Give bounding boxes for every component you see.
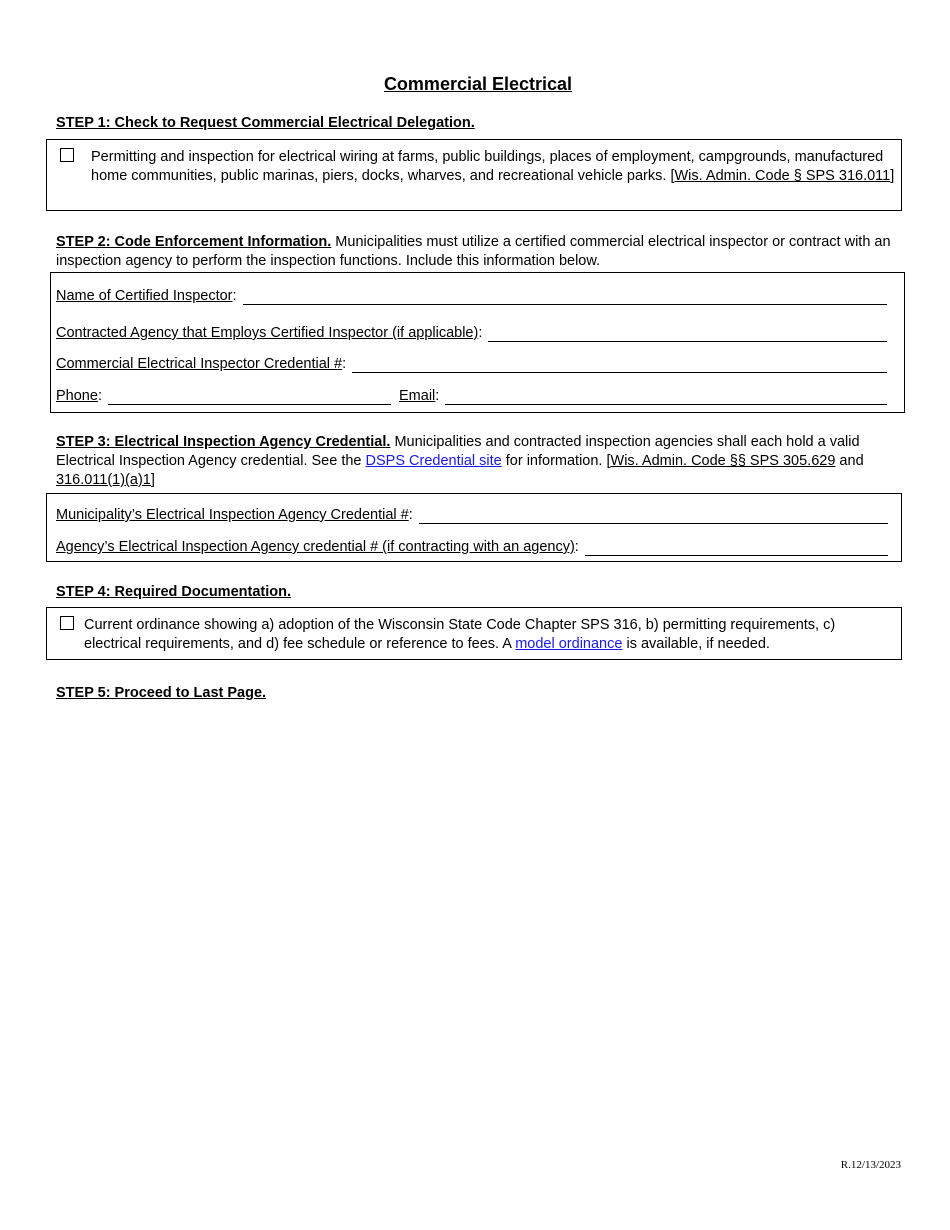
- step4-text: Current ordinance showing a) adoption of the Wisconsin State Code Chapter SPS 316, b) permitting requirements, c) electrical requirements, and d) fee schedule or reference to fees. A model ordinance is available, if needed.: [84, 617, 836, 652]
- contracted-agency-field: Contracted Agency that Employs Certified Inspector (if applicable):: [56, 322, 887, 342]
- email-field: Email:: [399, 385, 887, 405]
- municipality-credential-input[interactable]: [419, 509, 888, 524]
- phone-input[interactable]: [108, 390, 391, 405]
- revision-date: R.12/13/2023: [840, 1159, 901, 1171]
- model-ordinance-link[interactable]: model ordinance: [515, 636, 623, 652]
- step1-heading: STEP 1: Check to Request Commercial Electrical Delegation.: [56, 115, 475, 131]
- agency-credential-field: Agency’s Electrical Inspection Agency credential # (if contracting with an agency):: [56, 536, 888, 556]
- sps-305-link[interactable]: Wis. Admin. Code §§ SPS 305.629: [610, 453, 836, 469]
- inspector-name-input[interactable]: [243, 290, 887, 305]
- step1-code-link[interactable]: Wis. Admin. Code § SPS 316.011: [674, 168, 891, 184]
- municipality-credential-field: Municipality’s Electrical Inspection Agency Credential #:: [56, 504, 888, 524]
- step2-heading: STEP 2: Code Enforcement Information.: [56, 234, 332, 250]
- email-input[interactable]: [445, 390, 887, 405]
- step1-checkbox[interactable]: [60, 148, 74, 162]
- step3-intro: STEP 3: Electrical Inspection Agency Credential. Municipalities and contracted inspection agencies shall each hold a valid Electrical Inspection Agency credential. See the DSPS Credential site for information. [Wis. Admin. Code §§ SPS 305.629 and 316.011(1)(a)1]: [56, 434, 864, 488]
- inspector-name-field: Name of Certified Inspector:: [56, 285, 887, 305]
- dsps-credential-link[interactable]: DSPS Credential site: [365, 453, 502, 469]
- step2-box: [50, 272, 905, 413]
- step4-heading: STEP 4: Required Documentation.: [56, 584, 291, 600]
- step2-intro: STEP 2: Code Enforcement Information. Municipalities must utilize a certified commercial electrical inspector or contract with an inspection agency to perform the inspection functions. Include this information below.: [56, 234, 891, 269]
- step4-box: [46, 607, 902, 660]
- credential-field: Commercial Electrical Inspector Credential #:: [56, 353, 887, 373]
- step4-checkbox[interactable]: [60, 616, 74, 630]
- step1-box: [46, 139, 902, 211]
- sps-316-link[interactable]: 316.011(1)(a)1: [56, 472, 151, 488]
- page-title: Commercial Electrical: [383, 74, 573, 94]
- step3-box: [46, 493, 902, 562]
- phone-field: Phone:: [56, 385, 391, 405]
- contracted-agency-input[interactable]: [488, 327, 887, 342]
- step3-heading: STEP 3: Electrical Inspection Agency Credential.: [56, 434, 391, 450]
- credential-input[interactable]: [352, 358, 887, 373]
- step5-heading: STEP 5: Proceed to Last Page.: [56, 685, 267, 701]
- step1-text: Permitting and inspection for electrical wiring at farms, public buildings, places of employment, campgrounds, manufactured home communities, public marinas, piers, docks, wharves, and recreational vehicle parks. [Wis. Admin. Code § SPS 316.011]: [91, 149, 895, 184]
- agency-credential-input[interactable]: [585, 541, 888, 556]
